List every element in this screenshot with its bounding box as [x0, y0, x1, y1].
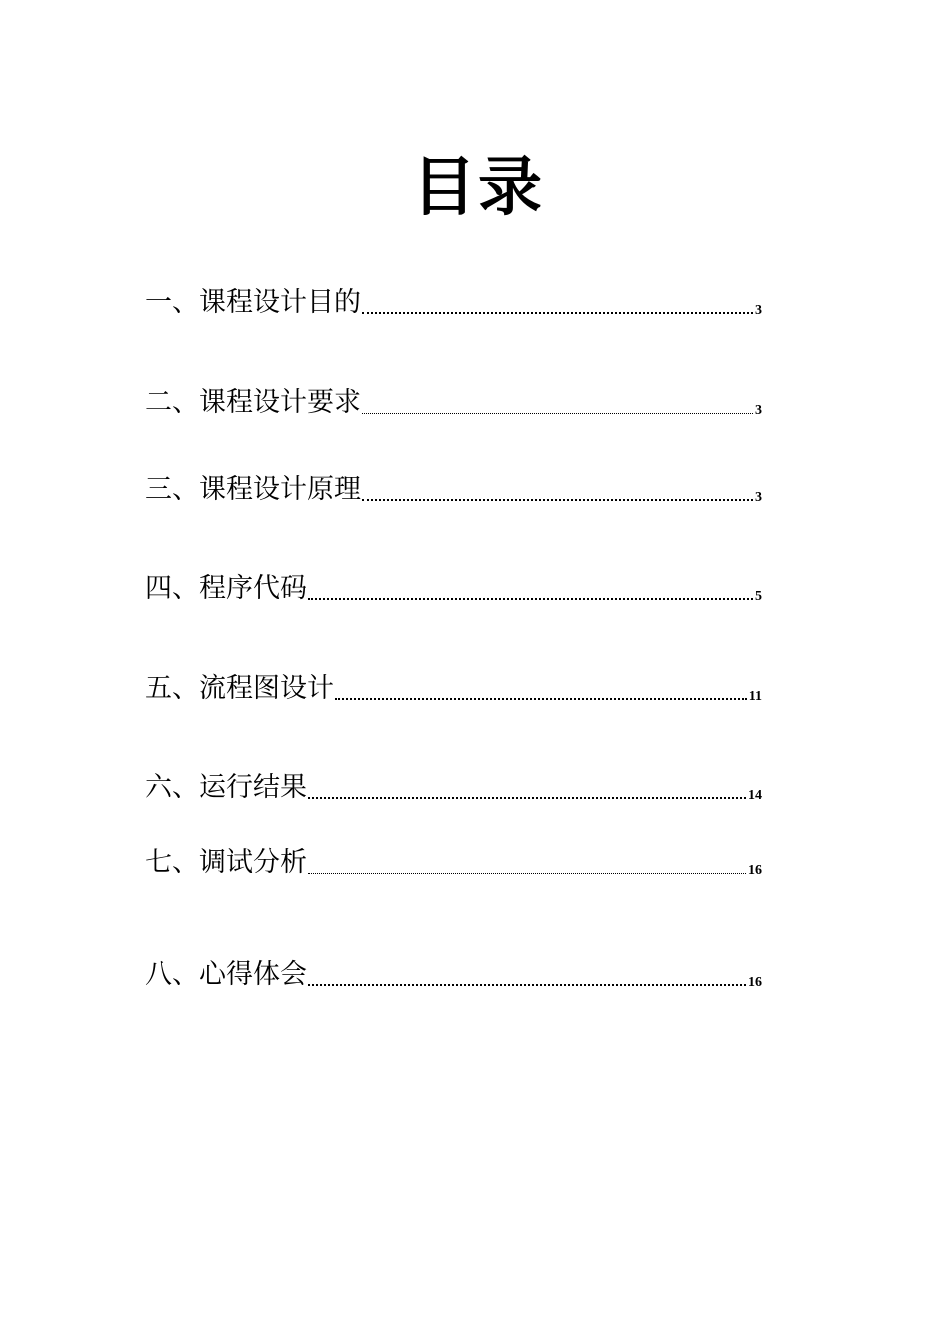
toc-entry-7[interactable] — [145, 840, 762, 880]
toc-page-number: 3 — [755, 403, 762, 418]
toc-entry-3[interactable] — [145, 467, 762, 507]
toc-entry-label: 五、流程图设计 — [145, 673, 334, 704]
toc-entry-4[interactable] — [145, 566, 762, 606]
toc-entry-1[interactable] — [145, 280, 762, 320]
toc-dot-leader — [308, 873, 746, 874]
toc-page-number: 14 — [748, 788, 762, 803]
toc-entry-label: 三、课程设计原理 — [145, 474, 361, 505]
toc-page-number: 3 — [755, 490, 762, 505]
toc-entry-2[interactable] — [145, 380, 762, 420]
toc-page-number: 11 — [748, 689, 762, 704]
toc-page-number: 16 — [748, 863, 762, 878]
toc-dot-leader — [308, 984, 746, 986]
page-title: 目录 — [412, 151, 544, 225]
toc-dot-leader — [335, 698, 747, 700]
toc-entry-label: 一、课程设计目的 — [145, 287, 361, 318]
toc-entry-6[interactable] — [145, 765, 762, 805]
toc-entry-label: 八、心得体会 — [145, 959, 307, 990]
toc-page-number: 5 — [755, 589, 762, 604]
toc-page-number: 16 — [748, 975, 762, 990]
toc-entry-label: 四、程序代码 — [145, 573, 307, 604]
toc-dot-leader — [362, 413, 753, 414]
toc-dot-leader — [362, 499, 753, 501]
toc-entry-8[interactable] — [145, 952, 762, 992]
toc-dot-leader — [308, 797, 746, 799]
toc-dot-leader — [362, 312, 753, 314]
toc-entry-5[interactable] — [145, 666, 762, 706]
toc-entry-label: 六、运行结果 — [145, 772, 307, 803]
toc-entry-label: 二、课程设计要求 — [145, 387, 361, 418]
toc-dot-leader — [308, 598, 753, 600]
toc-page-number: 3 — [755, 303, 762, 318]
toc-entry-label: 七、调试分析 — [145, 847, 307, 878]
